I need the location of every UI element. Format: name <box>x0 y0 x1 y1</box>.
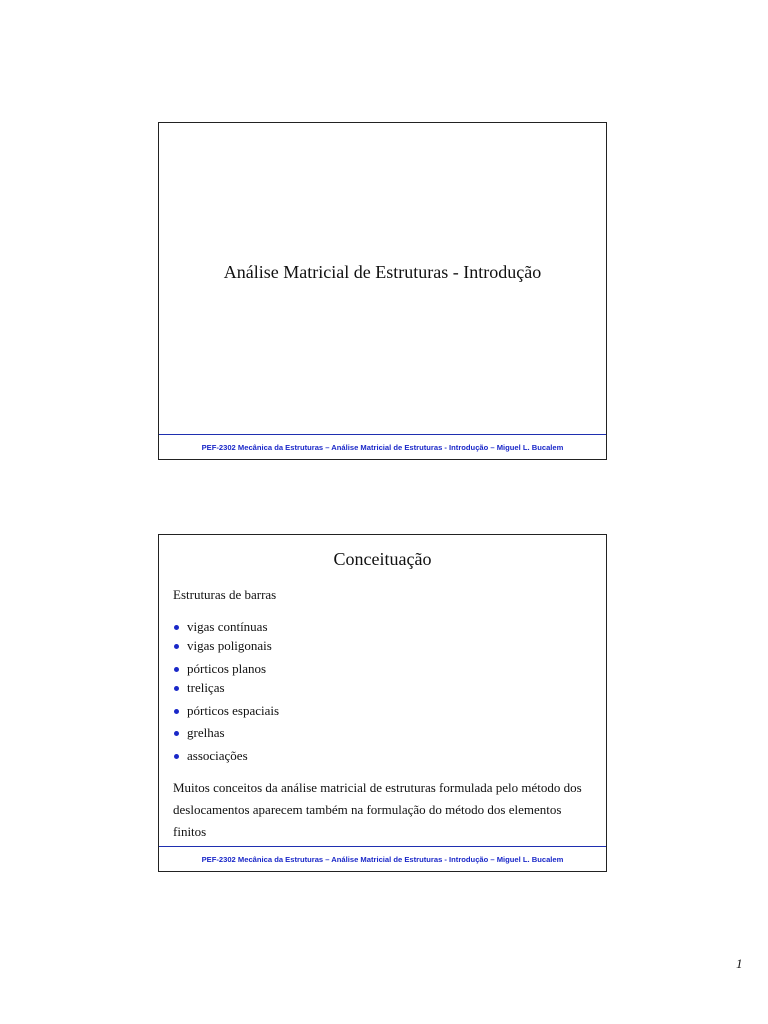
slide-1 <box>158 122 607 460</box>
slide-2-footer-text: PEF-2302 Mecânica da Estruturas – Análise Matricial de Estruturas - Introdução – Miguel L. Bucalem <box>201 854 564 864</box>
bullet-item: vigas poligonais <box>173 638 272 654</box>
bullet-icon <box>174 754 179 759</box>
page-number: 1 <box>736 956 743 971</box>
bullet-item: grelhas <box>173 725 225 741</box>
bullet-icon <box>174 667 179 672</box>
slide-1-footer-text: PEF-2302 Mecânica da Estruturas – Análise Matricial de Estruturas - Introdução – Miguel L. Bucalem <box>201 442 564 452</box>
bullet-item: vigas contínuas <box>173 619 268 635</box>
bullet-item: treliças <box>173 680 225 696</box>
bullet-icon <box>174 625 179 630</box>
bullet-item: pórticos espaciais <box>173 703 279 719</box>
bullet-item: associações <box>173 748 248 764</box>
bullet-icon <box>174 686 179 691</box>
slide-1-title: Análise Matricial de Estruturas - Introdução <box>223 262 542 282</box>
slide-2-footer <box>159 846 606 871</box>
slide-2-paragraph: Muitos conceitos da análise matricial de estruturas formulada pelo método dos deslocamentos aparecem também na formulação do método dos elementos finitos <box>173 780 582 839</box>
slide-2-subtitle: Estruturas de barras <box>173 587 277 602</box>
bullet-item: pórticos planos <box>173 661 266 677</box>
slide-2 <box>158 534 607 872</box>
bullet-icon <box>174 709 179 714</box>
slide-2-title: Conceituação <box>333 549 432 569</box>
bullet-icon <box>174 731 179 736</box>
slide-1-footer <box>159 434 606 459</box>
bullet-icon <box>174 644 179 649</box>
